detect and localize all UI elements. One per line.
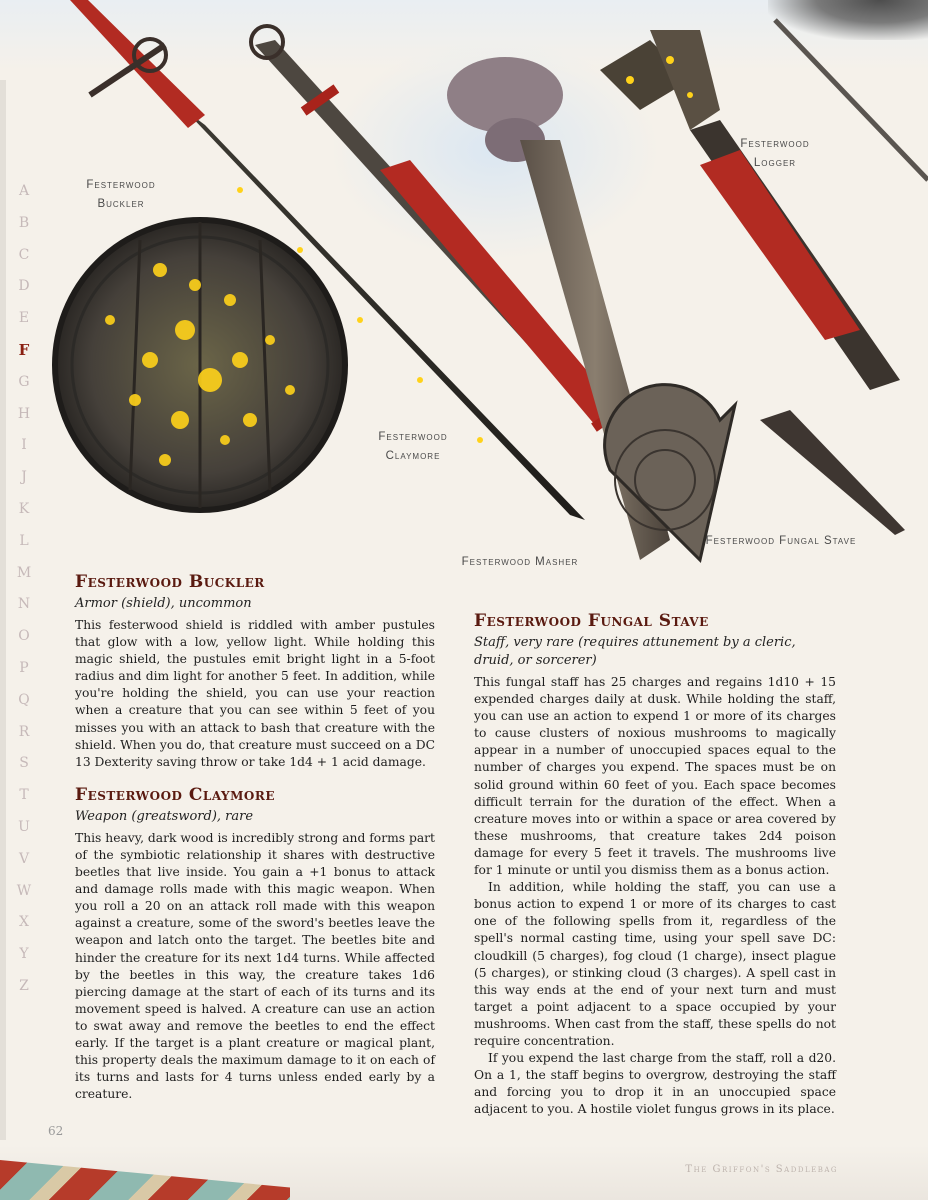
fungal-stave-p1: This fungal staff has 25 charges and regains 1d10 + 15 expended charges daily at dusk. While holding the staff, you can use an action to expend 1 or more of its charges to cause clusters of noxious mushrooms to magically appear in a number of unoccupied spaces equal to the number of charges you expend. The spaces must be on solid ground within 60 feet of you. Each space becomes difficult terrain for the duration of the effect. When a creature moves into or within a space or area covered by these mushrooms, that creature takes 2d4 poison damage for every 5 feet it travels. The mushrooms live for 1 minute or until you dismiss them as a bonus action. — [474, 675, 836, 878]
claymore-body: This heavy, dark wood is incredibly strong and forms part of the symbiotic relationship it shares with destructive beetles that live inside. You gain a +1 bonus to attack and damage rolls made with this magic weapon. When you roll a 20 on an attack roll made with this weapon against a creature, some of the sword's beetles leave the weapon and latch onto the target. The beetles bite and hinder the creature for its next 1d4 turns. While affected by the beetles in this way, the creature takes 1d6 piercing damage at the start of each of its turns and its movement speed is halved. A creature can use an action to swat away and remove the beetles to end the effect early. If the target is a plant creature or magical plant, this property deals the maximum damage to it on each of its turns and lasts for 4 turns unless ended early by a creature. — [75, 830, 435, 1102]
alphabet-letter[interactable]: R — [18, 723, 30, 740]
fungal-stave-p3: If you expend the last charge from the staff, roll a d20. On a 1, the staff begins to overgrow, destroying the staff and forcing you to drop it in an unoccupied space adjacent to you. A hostile violet fungus grows in its place. — [474, 1051, 836, 1117]
fungal-stave-staff — [760, 410, 905, 535]
weapons-illustration — [0, 0, 928, 580]
buckler-shield — [55, 220, 345, 510]
alphabet-letter[interactable]: K — [18, 500, 30, 517]
book-title: The Griffon's Saddlebag — [685, 1164, 838, 1175]
alphabet-letter[interactable]: G — [18, 373, 30, 390]
alphabet-letter[interactable]: L — [19, 532, 29, 549]
alphabet-letter[interactable]: O — [18, 628, 30, 645]
label-claymore: Festerwood Claymore — [378, 431, 448, 462]
claymore-subtitle: Weapon (greatsword), rare — [75, 808, 254, 824]
alphabet-letter[interactable]: X — [19, 914, 29, 931]
claymore-heading: Festerwood Claymore — [75, 784, 275, 805]
alphabet-letter[interactable]: Q — [18, 691, 30, 708]
label-buckler: Festerwood Buckler — [86, 179, 156, 210]
alphabet-letter[interactable]: I — [21, 437, 27, 454]
fungal-stave-p2: In addition, while holding the staff, you can use a bonus action to expend 1 or more of its charges to cast one of the following spells from it, regardless of the spell's normal casting time, using your spell save DC: cloudkill (5 charges), fog cloud (1 charge), insect plague (5 charges), or stinking cloud (3 charges). A spell cast in this way ends at the end of your next turn and must target a point adjacent to a space occupied by your mushrooms. When cast from the staff, these spells do not require concentration. — [474, 880, 836, 1048]
alphabet-letter[interactable]: J — [21, 469, 27, 486]
alphabet-letter[interactable]: F — [18, 340, 30, 359]
alphabet-letter[interactable]: C — [18, 246, 30, 263]
alphabet-letter[interactable]: S — [19, 755, 29, 772]
alphabet-letter[interactable]: V — [18, 850, 30, 867]
right-column — [474, 611, 836, 1118]
alphabet-letter[interactable]: D — [18, 278, 30, 295]
left-column — [75, 572, 435, 1103]
fungal-stave-heading: Festerwood Fungal Stave — [474, 611, 709, 631]
alphabet-letter[interactable]: P — [19, 659, 29, 676]
alphabet-letter[interactable]: H — [17, 405, 31, 422]
logger — [600, 30, 900, 390]
buckler-body: This festerwood shield is riddled with amber pustules that glow with a low, yellow light. While holding this magic shield, the pustules emit bright light in a 5-foot radius and dim light for another 5 feet. In addition, while you're holding the shield, you can use your reaction when a creature that you can see within 5 feet of you misses you with an attack to bash that creature with the shield. When you do, that creature must succeed on a DC 13 Dexterity saving throw or take 1d4 + 1 acid damage. — [75, 618, 435, 769]
alphabet-letter[interactable]: W — [16, 882, 32, 899]
buckler-heading: Festerwood Buckler — [75, 572, 265, 592]
fungal-stave-subtitle: Staff, very rare (requires attunement by a cleric, druid, or sorcerer) — [474, 635, 796, 668]
alphabet-letter[interactable]: Y — [19, 946, 29, 963]
alphabet-letter[interactable]: Z — [19, 977, 29, 994]
alphabet-letter[interactable]: N — [17, 596, 31, 613]
alphabet-letter[interactable]: B — [18, 214, 30, 231]
alphabet-letter[interactable]: E — [18, 310, 30, 327]
buckler-subtitle: Armor (shield), uncommon — [75, 596, 252, 611]
label-masher: Festerwood Masher — [461, 556, 579, 568]
alphabet-letter[interactable]: T — [19, 787, 29, 804]
alphabet-letter[interactable]: U — [18, 818, 30, 835]
alphabet-letter[interactable]: M — [16, 564, 32, 581]
alphabet-letter[interactable]: A — [18, 183, 30, 199]
label-fungal-stave: Festerwood Fungal Stave — [705, 535, 857, 547]
label-logger: Festerwood Logger — [740, 138, 810, 169]
page-number: 62 — [48, 1124, 64, 1138]
